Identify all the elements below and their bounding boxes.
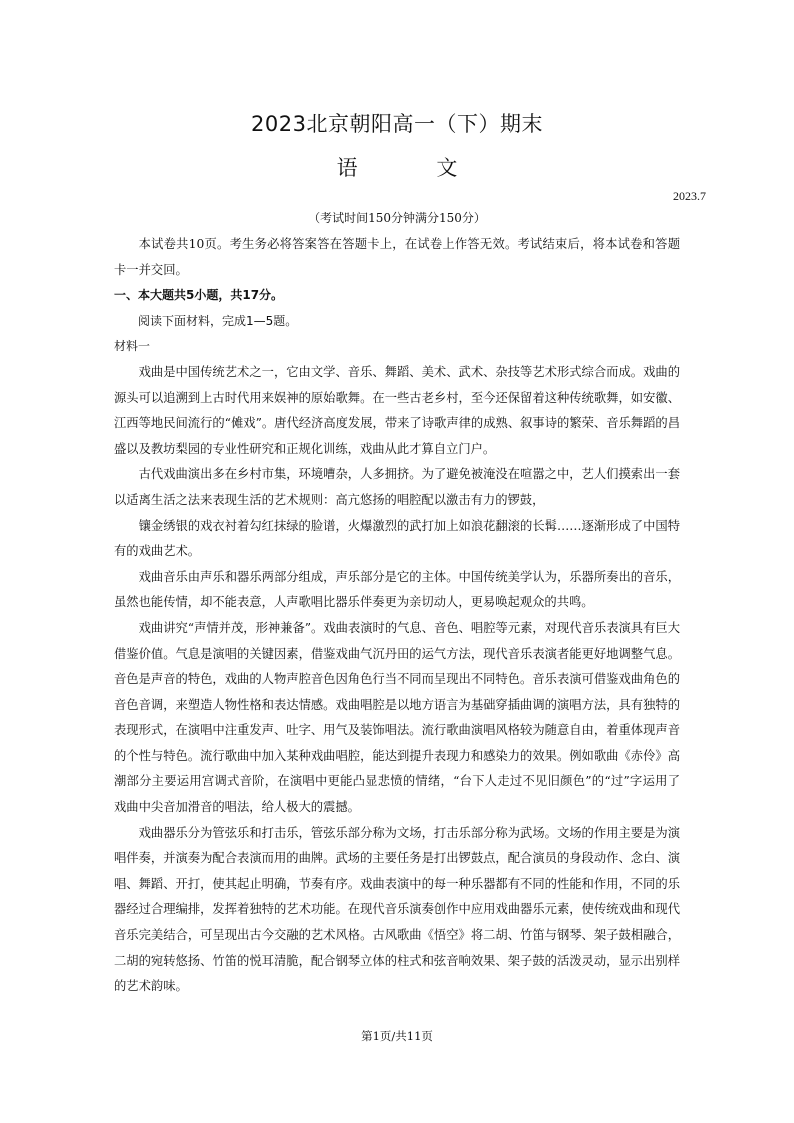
exam-time-note: （考试时间150分钟满分150分） <box>308 211 486 225</box>
material-paragraph: 戏曲讲究“声情并茂，形神兼备”。戏曲表演时的气息、音色、唱腔等元素，对现代音乐表演具有巨大借鉴价值。气息是演唱的关键因素，借鉴戏曲气沉丹田的运气方法，现代音乐表演者能更好地调整气息。音色是声音的特色，戏曲的人物声腔音色因角色行当不同而呈现出不同特色。音乐表演可借鉴戏曲角色的音色音调，来塑造人物性格和表达情感。戏曲唱腔是以地方语言为基础穿插曲调的演唱方法，具有独特的表现形式，在演唱中注重发声、吐字、用气及装饰唱法。流行歌曲演唱风格较为随意自由，着重体现声音的个性与特色。流行歌曲中加入某种戏曲唱腔，能达到提升表现力和感染力的效果。例如歌曲《赤伶》高潮部分主要运用宫调式音阶，在演唱中更能凸显悲愤的情绪，“台下人走过不见旧颜色”的“过”字运用了戏曲中尖音加滑音的唱法，给人极大的震撼。 <box>114 620 680 815</box>
material-title: 材料一 <box>114 339 151 354</box>
material-paragraph: 镶金绣银的戏衣衬着勾红抹绿的脸谱，火爆激烈的武打加上如浪花翻滚的长髯……逐渐形成了中国特有的戏曲艺术。 <box>114 518 680 559</box>
material-paragraph: 戏曲器乐分为管弦乐和打击乐，管弦乐部分称为文场，打击乐部分称为武场。文场的作用主要是为演唱伴奏，并演奏为配合表演而用的曲牌。武场的主要任务是打出锣鼓点，配合演员的身段动作、念白、演唱、舞蹈、开打，使其起止明确，节奏有序。戏曲表演中的每一种乐器都有不同的性能和作用，不同的乐器经过合理编排，发挥着独特的艺术功能。在现代音乐演奏创作中应用戏曲器乐元素，使传统戏曲和现代音乐完美结合，可呈现出古今交融的艺术风格。古风歌曲《悟空》将二胡、竹笛与钢琴、架子鼓相融合，二胡的宛转悠扬、竹笛的悦耳清脆，配合钢琴立体的柱式和弦音响效果、架子鼓的活泼灵动，显示出别样的艺术韵味。 <box>114 825 680 994</box>
notice-paragraph: 本试卷共10页。考生务必将答案答在答题卡上，在试卷上作答无效。考试结束后，将本试卷和答题卡一并交回。 <box>114 237 680 277</box>
material-paragraph: 戏曲是中国传统艺术之一，它由文学、音乐、舞蹈、美术、武术、杂技等艺术形式综合而成。戏曲的源头可以追溯到上古时代用来娱神的原始歌舞。在一些古老乡村，至今还保留着这种传统歌舞，如安徽、江西等地民间流行的“傩戏”。唐代经济高度发展，带来了诗歌声律的成熟、叙事诗的繁荣、音乐舞蹈的昌盛以及教坊梨园的专业性研究和正规化训练，戏曲从此才算自立门户。 <box>114 364 680 456</box>
page-number: 第1页/共11页 <box>361 1029 433 1043</box>
section-heading: 一、本大题共5小题，共17分。 <box>114 288 284 303</box>
subject-title: 语 文 <box>336 156 494 180</box>
page-content <box>114 232 680 1000</box>
material-paragraph: 戏曲音乐由声乐和器乐两部分组成，声乐部分是它的主体。中国传统美学认为，乐器所奏出的音乐，虽然也能传情，却不能表意，人声歌唱比器乐伴奏更为亲切动人，更易唤起观众的共鸣。 <box>114 569 680 610</box>
document-title: 2023北京朝阳高一（下）期末 <box>251 112 543 136</box>
section-instruction: 阅读下面材料，完成1—5题。 <box>138 313 298 328</box>
exam-date: 2023.7 <box>673 189 706 203</box>
material-paragraph: 古代戏曲演出多在乡村市集，环境嘈杂，人多拥挤。为了避免被淹没在喧嚣之中，艺人们摸索出一套以适离生活之法来表现生活的艺术规则：高亢悠扬的唱腔配以激击有力的锣鼓， <box>114 467 680 507</box>
